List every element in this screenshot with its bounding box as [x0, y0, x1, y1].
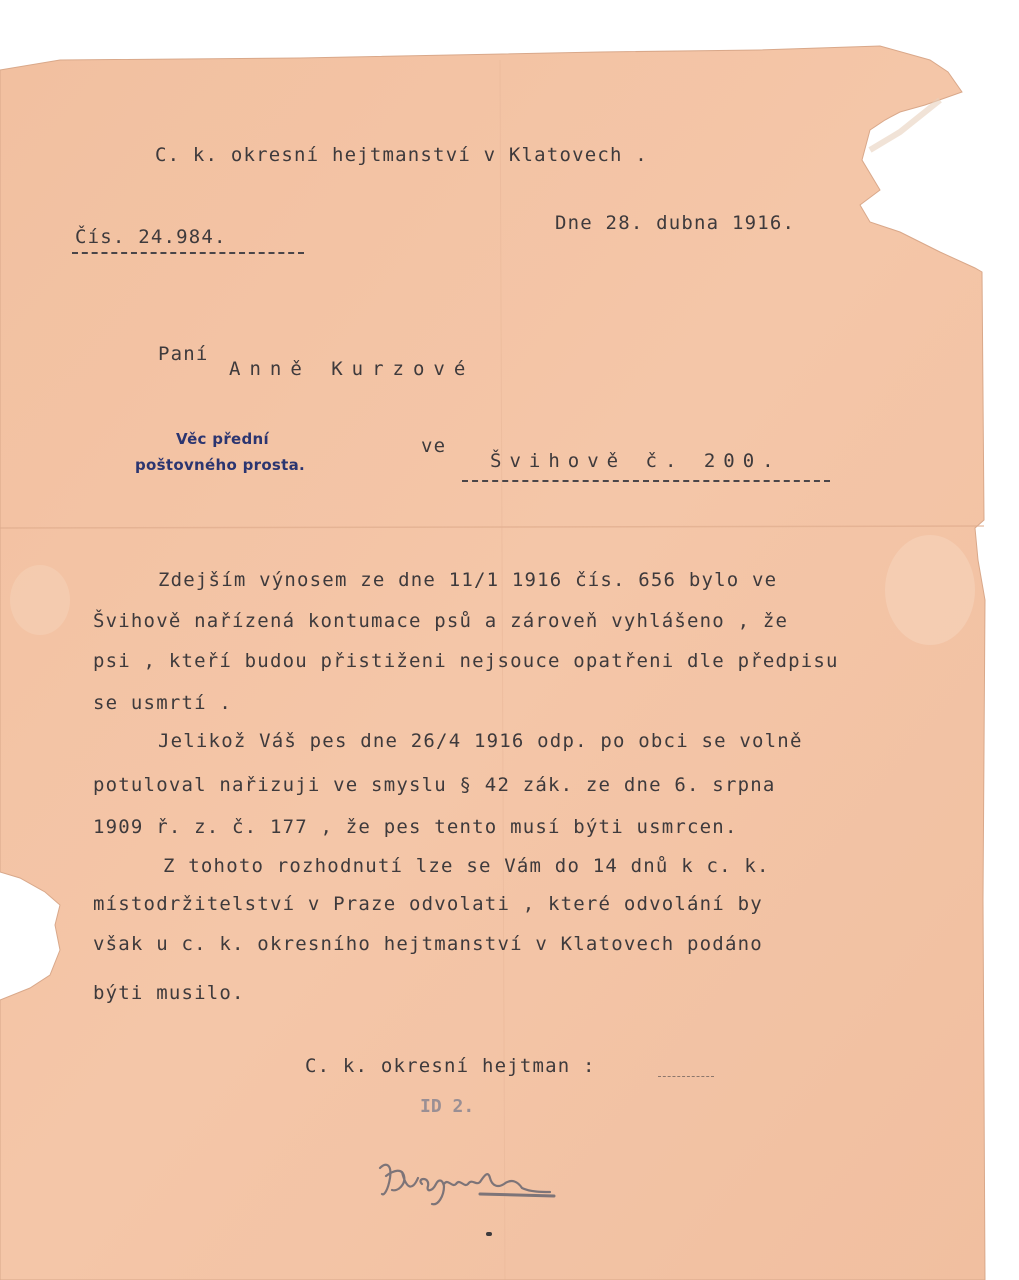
salutation: Paní — [158, 343, 209, 365]
body-line-9: místodržitelství v Praze odvolati , které odvolání by — [93, 893, 763, 915]
closing-title: C. k. okresní hejtman : — [305, 1055, 596, 1077]
reference-number: Čís. 24.984. — [75, 226, 227, 248]
body-line-2: Švihově nařízená kontumace psů a zároveň vyhlášeno , že — [93, 610, 789, 632]
postage-stamp-line2: poštovného prosta. — [135, 456, 306, 474]
ink-dot — [486, 1232, 492, 1236]
body-line-10: však u c. k. okresního hejtmanství v Klatovech podáno — [93, 933, 763, 955]
postage-stamp-line1: Věc přední — [176, 430, 269, 448]
body-line-5: Jelikož Váš pes dne 26/4 1916 odp. po obci se volně — [158, 730, 803, 752]
body-line-1: Zdejším výnosem ze dne 11/1 1916 čís. 656 bylo ve — [158, 569, 778, 591]
ref-underline — [72, 252, 304, 254]
closing-mark: ID 2. — [420, 1096, 475, 1117]
addressee-preposition: ve — [421, 435, 447, 457]
addressee-name: Anně Kurzové — [229, 358, 475, 380]
body-line-4: se usmrtí . — [93, 692, 233, 714]
body-line-8: Z tohoto rozhodnutí lze se Vám do 14 dnů k c. k. — [163, 855, 770, 877]
body-line-11: býti musilo. — [93, 982, 245, 1004]
document-date: Dne 28. dubna 1916. — [555, 212, 796, 234]
handwritten-signature-icon — [372, 1148, 562, 1223]
office-header: C. k. okresní hejtmanství v Klatovech . — [155, 144, 648, 166]
body-line-3: psi , kteří budou přistiženi nejsouce opatřeni dle předpisu — [93, 650, 839, 672]
body-line-6: potuloval nařizuji ve smyslu § 42 zák. ze dne 6. srpna — [93, 774, 776, 796]
addressee-place: Švihově č. 200. — [490, 450, 782, 472]
closing-underline — [658, 1076, 714, 1077]
body-line-7: 1909 ř. z. č. 177 , že pes tento musí býti usmrcen. — [93, 816, 738, 838]
place-underline — [462, 480, 830, 482]
